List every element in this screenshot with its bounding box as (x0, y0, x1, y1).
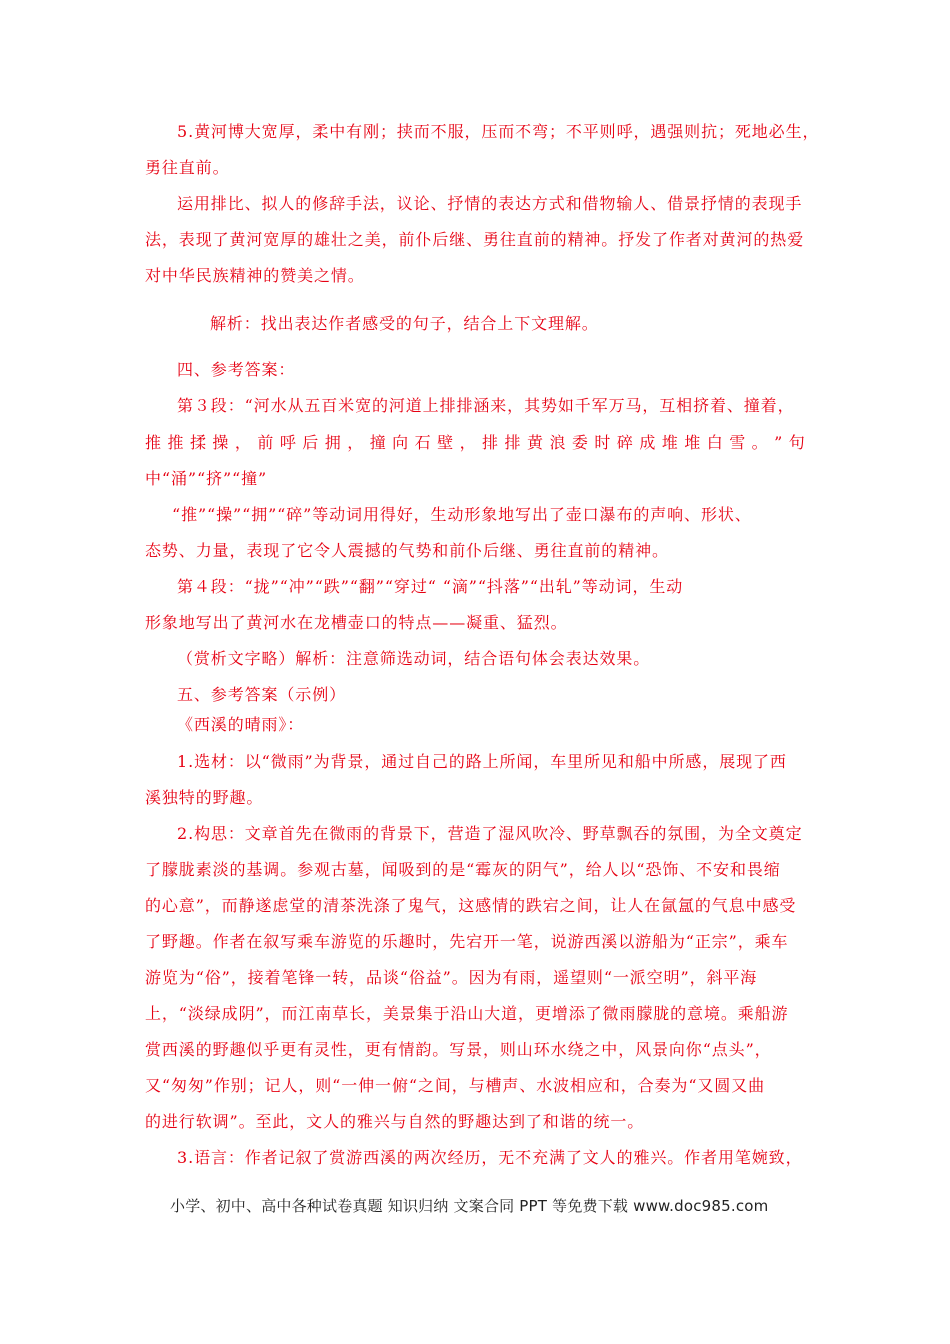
text-line: 5.黄河博大宽厚，柔中有刚；挟而不服，压而不弯；不平则呼，遇强则抗；死地必生， (177, 122, 820, 141)
text-line: 又“匆匆”作别；记人，则“一伸一俯“之间，与槽声、水波相应和，合奏为“又圆又曲 (145, 1076, 765, 1095)
text-line: 溪独特的野趣。 (145, 788, 264, 807)
section-heading: 五、参考答案（示例） (177, 685, 347, 704)
analysis-line: 解析：找出表达作者感受的句子，结合上下文理解。 (210, 314, 599, 333)
text-line: 《西溪的晴雨》： (177, 715, 305, 734)
text-line: 了朦胧素淡的基调。参观古墓，闻吸到的是“霉灰的阴气”，给人以“恐饰、不安和畏缩 (145, 860, 781, 879)
text-line: 的心意”，而静遂虑堂的清茶洗涤了鬼气，这感情的跌宕之间，让人在氤氲的气息中感受 (145, 896, 797, 915)
page-footer: 小学、初中、高中各种试卷真题 知识归纳 文案合同 PPT 等免费下载 www.doc985.com (170, 1197, 769, 1215)
text-line: （赏析文字略）解析：注意筛选动词，结合语句体会表达效果。 (177, 649, 651, 668)
text-line: 法，表现了黄河宽厚的雄壮之美，前仆后继、勇往直前的精神。抒发了作者对黄河的热爱 (145, 230, 805, 249)
text-line: 了野趣。作者在叙写乘车游览的乐趣时，先宕开一笔，说游西溪以游船为“正宗”，乘车 (145, 932, 789, 951)
text-line: 的进行软调”。至此，文人的雅兴与自然的野趣达到了和谐的统一。 (145, 1112, 645, 1131)
text-line: 上，“淡绿成阴”，而江南草长，美景集于沿山大道，更增添了微雨朦胧的意境。乘船游 (145, 1004, 789, 1023)
text-line: 态势、力量，表现了它令人震撼的气势和前仆后继、勇往直前的精神。 (145, 541, 669, 560)
text-line: 形象地写出了黄河水在龙槽壶口的特点——凝重、猛烈。 (145, 613, 568, 632)
text-line: “推”“操”“拥”“碎”等动词用得好，生动形象地写出了壶口瀑布的声响、形状、 (172, 505, 752, 524)
section-heading: 四、参考答案： (177, 360, 296, 379)
text-line: 3.语言：作者记叙了赏游西溪的两次经历，无不充满了文人的雅兴。作者用笔婉致， (177, 1148, 803, 1167)
text-line: 中“涌”“挤”“撞” (145, 469, 268, 488)
text-line: 游览为“俗”，接着笔锋一转，品谈“俗益”。因为有雨，遥望则“一派空明”，斜平海 (145, 968, 758, 987)
text-line: 1.选材：以“微雨”为背景，通过自己的路上所闻，车里所见和船中所感，展现了西 (177, 752, 787, 771)
text-line-justified: 推 推 揉 操 ， 前 呼 后 拥 ， 撞 向 石 壁 ， 排 排 黄 浪 委 时 碎 成 堆 堆 白 雪 。 ” 句 (145, 433, 805, 452)
text-line: 运用排比、拟人的修辞手法，议论、抒情的表达方式和借物输人、借景抒情的表现手 (177, 194, 803, 213)
text-line: 勇往直前。 (145, 158, 230, 177)
text-line: 对中华民族精神的赞美之情。 (145, 266, 365, 285)
text-line: 第３段：“河水从五百米宽的河道上排排涵来，其势如千军万马，互相挤着、撞着， (177, 396, 795, 415)
text-line: 2.构思：文章首先在微雨的背景下，营造了湿风吹冷、野草飘吞的氛围，为全文奠定 (177, 824, 803, 843)
text-line: 第４段：“拢”“冲”“跌”“翻”“穿过“ “滴”“抖落”“出轧”等动词，生动 (177, 577, 684, 596)
text-line: 赏西溪的野趣似乎更有灵性，更有情韵。写景，则山环水绕之中，风景向你“点头”， (145, 1040, 772, 1059)
